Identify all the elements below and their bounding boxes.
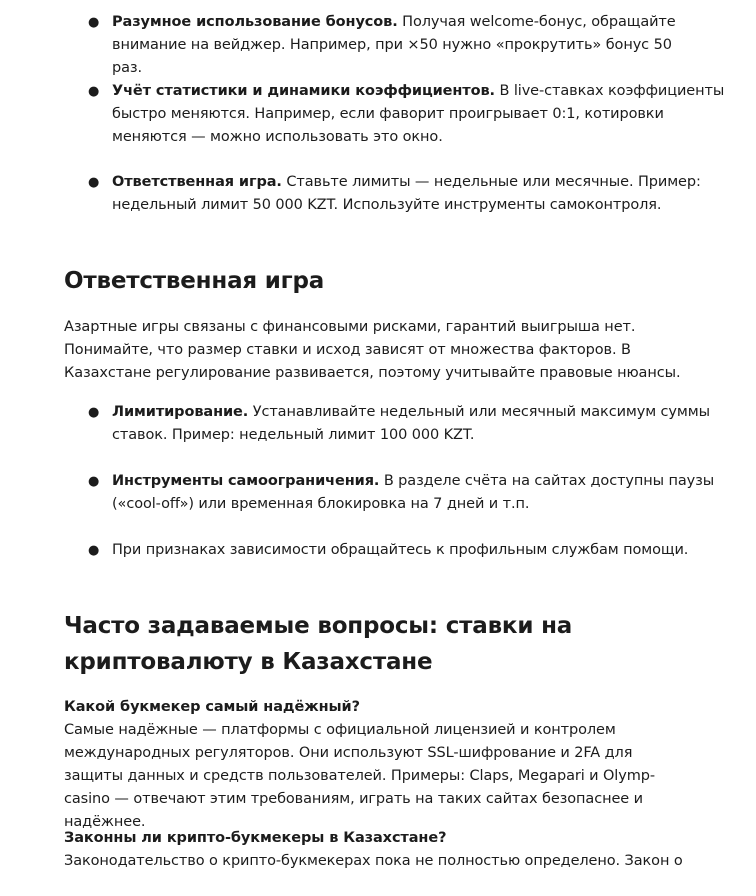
list-item [64,539,742,562]
section-heading-faq: Часто задаваемые вопросы: ставки на криптовалюту в Казахстане [64,613,573,675]
list-item-text: Получая welcome-бонус, обращайте внимание на вейджер. Например, при ×50 нужно «прокрутить» бонус 50 раз. [112,14,676,76]
responsible-intro: Азартные игры связаны с финансовыми рисками, гарантий выигрыша нет. Понимайте, что размер ставки и исход зависят от множества факторов. В Казахстане регулирование развивается, поэтому учитывайте правовые нюансы. [64,319,681,381]
list-item-text: При признаках зависимости обращайтесь к профильным службам помощи. [112,542,689,558]
bullet-icon: ● [88,405,100,420]
bullet-icon: ● [88,543,100,558]
list-item [64,470,742,516]
list-item-title: Инструменты самоограничения. [112,473,380,489]
list-item [64,11,702,80]
list-item-text: Ставьте лимиты — недельные или месячные. Пример: недельный лимит 50 000 KZT. Используйте инструменты самоконтроля. [112,174,701,213]
list-item-text: В live-ставках коэффициенты быстро меняются. Например, если фаворит проигрывает 0:1, котировки меняются — можно использовать это окно. [112,83,725,145]
list-item [64,401,742,447]
faq-item [64,696,694,834]
faq-item [64,827,694,873]
faq-question: Какой букмекер самый надёжный? [64,699,360,715]
list-item-text: В разделе счёта на сайтах доступны паузы («cool-off») или временная блокировка на 7 дней и т.п. [112,473,715,512]
list-item-title: Лимитирование. [112,404,249,420]
bullet-icon: ● [88,15,100,30]
list-item [64,171,742,217]
faq-answer: Законодательство о крипто-букмекерах пока не полностью определено. Закон о [64,853,683,869]
list-item [64,80,742,149]
bullet-icon: ● [88,84,100,99]
bullet-icon: ● [88,175,100,190]
list-item-title: Ответственная игра. [112,174,282,190]
bullet-icon: ● [88,474,100,489]
faq-answer: Самые надёжные — платформы с официальной лицензией и контролем международных регуляторов. Они используют SSL-шифрование и 2FA для защиты данных и средств пользователей. Примеры: Claps, Megapari и Olymp-casino — отвечают этим требованиям, играть на таких сайтах безопаснее и надёжнее. [64,722,655,830]
section-heading-responsible: Ответственная игра [64,268,325,294]
list-item-title: Разумное использование бонусов. [112,14,398,30]
list-item-text: Устанавливайте недельный или месячный максимум суммы ставок. Пример: недельный лимит 100 000 KZT. [112,404,710,443]
faq-question: Законны ли крипто-букмекеры в Казахстане? [64,830,447,846]
list-item-title: Учёт статистики и динамики коэффициентов. [112,83,495,99]
